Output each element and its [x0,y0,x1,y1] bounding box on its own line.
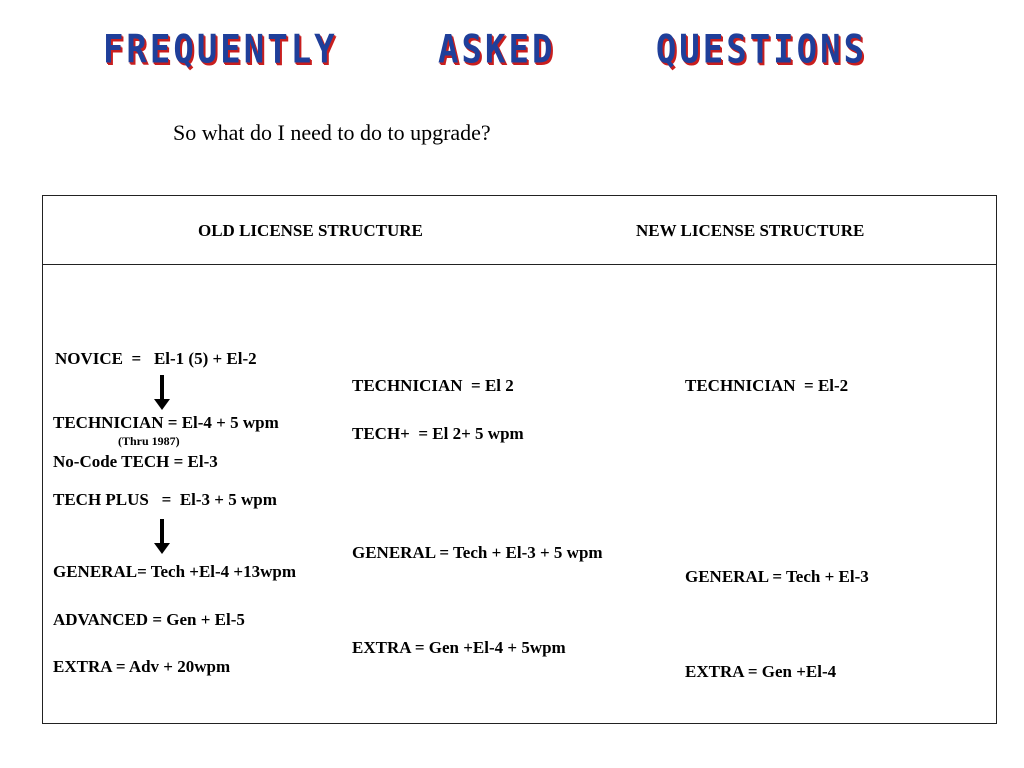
old-advanced: ADVANCED = Gen + El-5 [53,610,245,629]
old-general: GENERAL= Tech +El-4 +13wpm [53,562,297,581]
old-technician: TECHNICIAN = El-4 + 5 wpm [53,413,279,432]
subtitle-question: So what do I need to do to upgrade? [173,120,491,145]
old-novice: NOVICE = El-1 (5) + El-2 [55,349,257,368]
arrow-down-icon [154,519,170,555]
mid-extra: EXTRA = Gen +El-4 + 5wpm [352,638,566,657]
mid-tech-plus: TECH+ = El 2+ 5 wpm [352,424,524,443]
table-header-divider [42,264,997,265]
new-technician: TECHNICIAN = El-2 [685,376,849,395]
old-nocode-tech: No-Code TECH = El-3 [53,452,218,471]
mid-technician: TECHNICIAN = El 2 [352,376,514,395]
page-title: FREQUENTLY ASKED QUESTIONS [102,27,868,73]
mid-general: GENERAL = Tech + El-3 + 5 wpm [352,543,603,562]
old-technician-note: (Thru 1987) [118,434,180,448]
new-structure-header: NEW LICENSE STRUCTURE [636,221,865,240]
new-general: GENERAL = Tech + El-3 [685,567,869,586]
old-structure-header: OLD LICENSE STRUCTURE [198,221,423,240]
old-extra: EXTRA = Adv + 20wpm [53,657,231,676]
arrow-down-icon [154,375,170,411]
old-tech-plus: TECH PLUS = El-3 + 5 wpm [53,490,277,509]
new-extra: EXTRA = Gen +El-4 [685,662,837,681]
